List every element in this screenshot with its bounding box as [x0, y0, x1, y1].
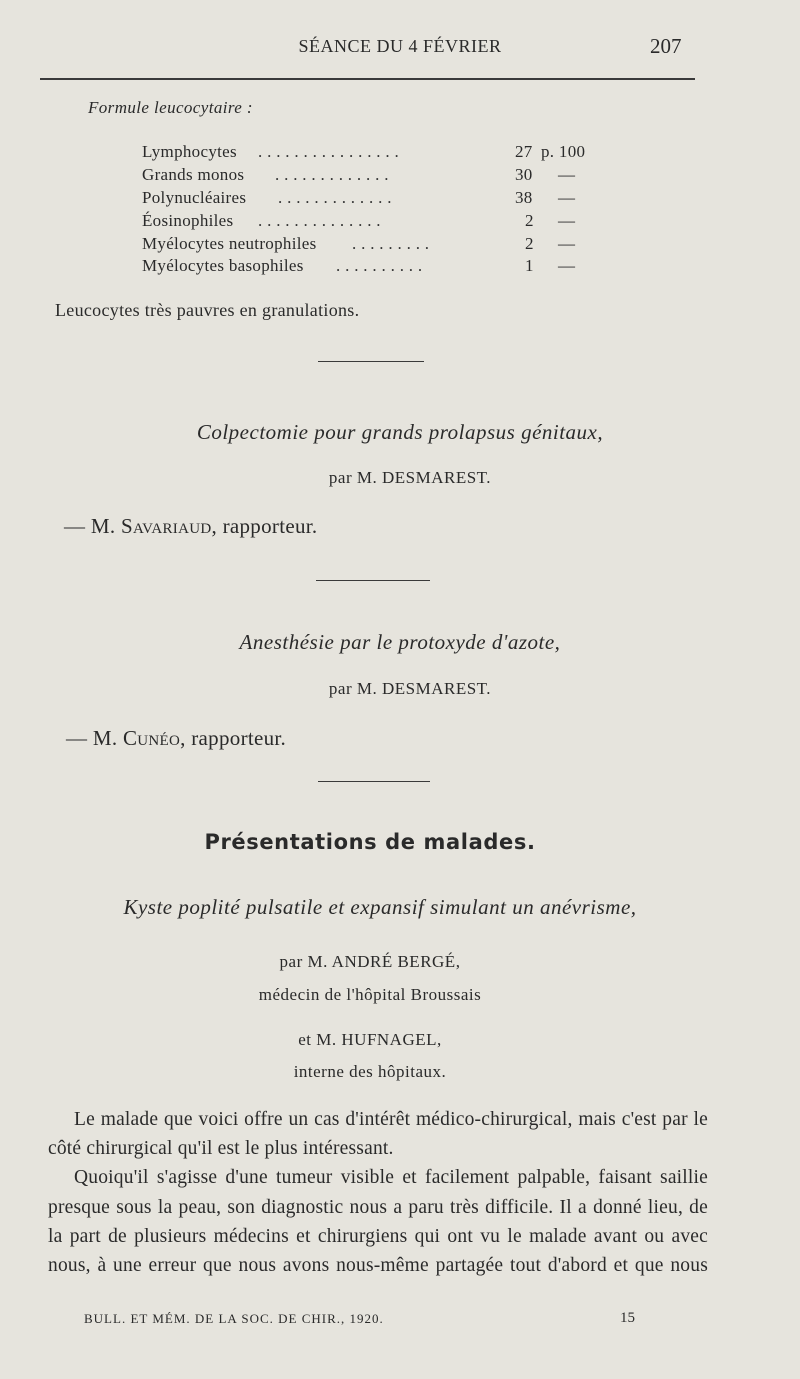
rapporteur-role: rapporteur. — [191, 726, 287, 750]
formula-row-name: Polynucléaires — [142, 188, 247, 207]
presentation-coauthor-role: interne des hôpitaux. — [293, 1062, 447, 1081]
formula-row-value: 30 — [515, 165, 533, 184]
rapporteur-dash: — — [66, 726, 88, 750]
formula-row-unit: — — [558, 256, 576, 275]
formula-row-unit: — — [558, 234, 576, 253]
formula-row-dots: . . . . . . . . . . . . . . . . — [258, 142, 400, 161]
formula-row-dots: . . . . . . . . . . . . . — [275, 165, 389, 184]
section-author: par M. DESMAREST. — [328, 468, 492, 487]
formula-row-dots: . . . . . . . . . . — [336, 256, 423, 275]
formula-row-dots: . . . . . . . . . . . . . — [278, 188, 392, 207]
body-paragraph: Le malade que voici offre un cas d'intérêt médico-chirurgical, mais c'est par le côté chirurgical qu'il est le plus intéressant. — [48, 1109, 708, 1160]
formula-note: Leucocytes très pauvres en granulations. — [55, 300, 360, 320]
formula-row-name: Éosinophiles — [142, 211, 234, 230]
footer-signature: 15 — [620, 1310, 635, 1326]
section-rapporteur — [64, 514, 317, 539]
section-author: par M. DESMAREST. — [328, 679, 492, 698]
section-title: Colpectomie pour grands prolapsus génitaux, — [196, 420, 604, 444]
page-number: 207 — [650, 34, 682, 58]
footer-citation: BULL. ET MÉM. DE LA SOC. DE CHIR., 1920. — [84, 1311, 384, 1326]
formula-row-unit: — — [558, 165, 576, 184]
presentation-byline: par M. ANDRÉ BERGÉ, — [279, 952, 461, 971]
formula-row-unit: — — [558, 188, 576, 207]
formula-row-value: 27 — [515, 142, 533, 161]
rapporteur-title: M. — [92, 726, 118, 750]
section-divider — [318, 781, 430, 782]
running-title: SÉANCE DU 4 FÉVRIER — [298, 36, 502, 56]
formula-row-value: 38 — [515, 188, 533, 207]
formula-row-unit: — — [558, 211, 576, 230]
formula-row-value: 2 — [525, 234, 534, 253]
presentation-coauthor: et M. HUFNAGEL, — [298, 1030, 442, 1049]
formula-label: Formule leucocytaire : — [88, 98, 253, 117]
rapporteur-dash: — — [64, 514, 86, 538]
formula-row-value: 2 — [525, 211, 534, 230]
section-rapporteur — [66, 726, 286, 751]
body-paragraph: Quoiqu'il s'agisse d'une tumeur visible et facilement palpable, faisant saillie presque sous la peau, son diagnostic nous a paru très difficile. Il a donné lieu, de la part de plusieurs médecins et chirurgiens qui ont vu le malade avant ou avec nous, à une erreur que nous avons nous-même partagée tout d'abord et que nous — [48, 1167, 708, 1277]
body-text — [48, 1105, 708, 1280]
formula-row-name: Myélocytes basophiles — [142, 256, 304, 275]
rapporteur-name: Cunéo, — [122, 726, 186, 750]
rapporteur-name: Savariaud, — [120, 514, 218, 538]
formula-row-value: 1 — [525, 256, 534, 275]
presentations-heading: Présentations de malades. — [204, 830, 536, 854]
section-title: Anesthésie par le protoxyde d'azote, — [239, 630, 561, 654]
header-rule — [40, 78, 695, 80]
presentation-title: Kyste poplité pulsatile et expansif simulant un anévrisme, — [123, 895, 637, 919]
formula-row-name: Grands monos — [142, 165, 245, 184]
formula-row-unit: p. 100 — [541, 142, 586, 161]
formula-row-name: Lymphocytes — [142, 142, 237, 161]
formula-row-name: Myélocytes neutrophiles — [142, 234, 317, 253]
rapporteur-title: M. — [90, 514, 116, 538]
formula-row-dots: . . . . . . . . . — [352, 234, 430, 253]
rapporteur-role: rapporteur. — [222, 514, 318, 538]
section-divider — [318, 361, 424, 362]
presentation-byline-role: médecin de l'hôpital Broussais — [258, 985, 482, 1004]
formula-row-dots: . . . . . . . . . . . . . . — [258, 211, 381, 230]
section-divider — [316, 580, 430, 581]
